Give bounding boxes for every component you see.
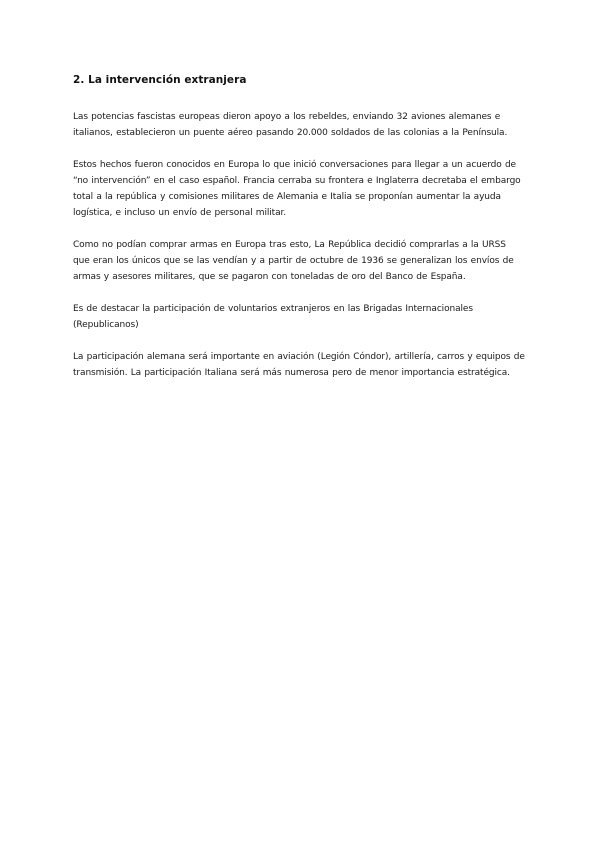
document-body (73, 73, 525, 397)
paragraph-non-intervention: Estos hechos fueron conocidos en Europa lo que inició conversaciones para llegar a un acuerdo de “no intervención” en el caso español. Francia cerraba su frontera e Inglaterra decretaba el embargo total a la república y comisiones militares de Alemania e Italia se proponían aumentar la ayuda logística, e incluso un envío de personal militar. (73, 160, 521, 218)
paragraph-fascist-support: Las potencias fascistas europeas dieron apoyo a los rebeldes, enviando 32 aviones alemanes e italianos, establecieron un puente aéreo pasando 20.000 soldados de las colonias a la Península. (73, 112, 508, 138)
section-heading: 2. La intervención extranjera (73, 74, 247, 86)
paragraph-german-italian-participation: La participación alemana será importante en aviación (Legión Cóndor), artillería, carros y equipos de transmisión. La participación Italiana será más numerosa pero de menor importancia estratégica. (73, 352, 525, 378)
paragraph-ussr-arms: Como no podían comprar armas en Europa tras esto, La República decidió comprarlas a la URSS que eran los únicos que se las vendían y a partir de octubre de 1936 se generalizan los envíos de armas y asesores militares, que se pagaron con toneladas de oro del Banco de España. (73, 240, 514, 282)
paragraph-international-brigades: Es de destacar la participación de voluntarios extranjeros en las Brigadas Internacionales (Republicanos) (73, 304, 473, 330)
